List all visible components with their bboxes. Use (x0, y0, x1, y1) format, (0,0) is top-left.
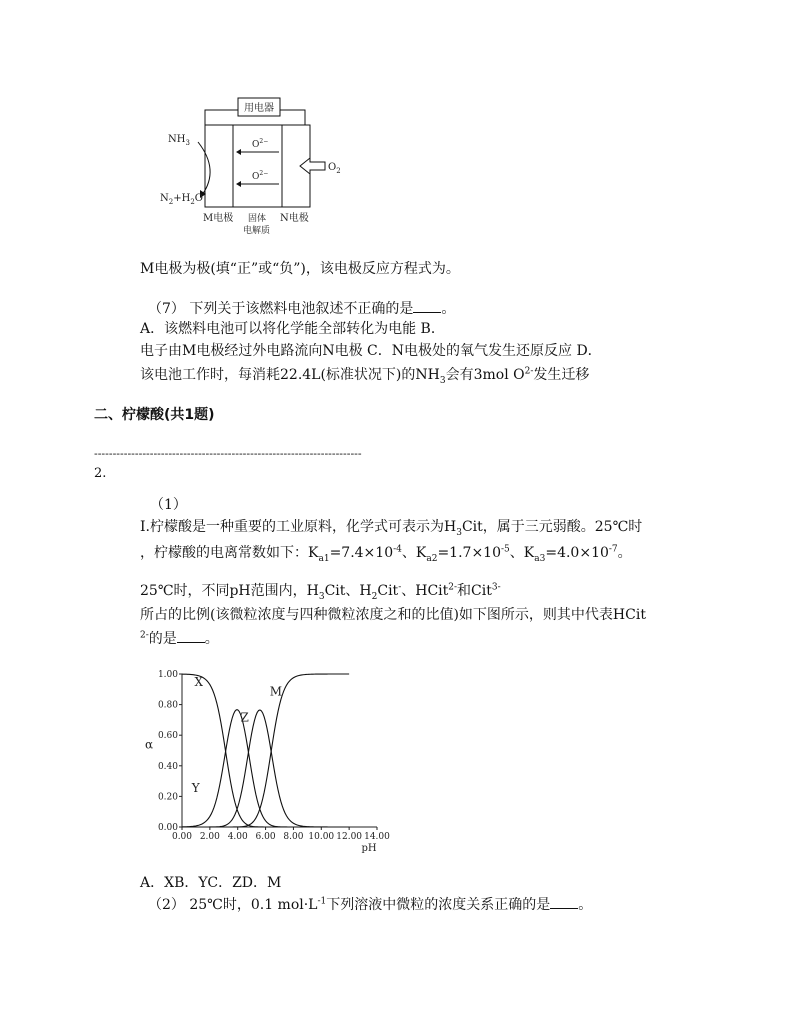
ion-arrowhead-2 (236, 181, 241, 187)
o2-ion-label-1: $O^{2-}$ (252, 138, 269, 150)
solid-label-1: 固体 (248, 214, 267, 224)
dist-line-1: 25℃时，不同pH范围内，$H_3Cit$、$H_2Cit^-$、HCit$^{2-}$和Cit$^{3-}$ (140, 582, 501, 602)
section-title: 二、柠檬酸(共1题) (94, 407, 215, 423)
solid-label-2: 电解质 (243, 226, 271, 236)
dist-line-3: $^{2-}$的是 。 (140, 630, 219, 647)
answer-blank[interactable] (177, 630, 205, 643)
answer-blank[interactable] (413, 300, 441, 313)
y-tick-label: 0.40 (157, 761, 178, 772)
series-line-m (182, 674, 349, 827)
x-axis-label: pH (361, 843, 377, 854)
fuel-cell-diagram (160, 90, 360, 240)
o2-ion-label-2: $O^{2-}$ (252, 170, 269, 182)
o2-label: $O_2$ (328, 162, 341, 175)
distribution-chart (140, 662, 400, 862)
series-label-z: Z (240, 710, 249, 725)
intro-line-1: Ⅰ.柠檬酸是一种重要的工业原料，化学式可表示为$H_3Cit$，属于三元弱酸。25℃时 (140, 519, 643, 538)
divider: ------------------------------------------------------------------------ (94, 447, 362, 460)
part-label: （1） (150, 497, 187, 513)
x-tick-label: 0.00 (171, 832, 193, 842)
series-line-x (182, 674, 349, 827)
dist-line-2: 所占的比例(该微粒浓度与四种微粒浓度之和的比值)如下图所示，则其中代表HCit (140, 607, 646, 623)
series-label-m: M (269, 684, 283, 699)
series-line-z (182, 710, 349, 827)
answer-blank[interactable] (550, 896, 578, 909)
q7-option-line-1: A．该燃料电池可以将化学能全部转化为电能 B． (140, 321, 445, 337)
question-number: 2. (94, 466, 107, 481)
series-line-y (182, 710, 349, 827)
nh3-flow-arrow (198, 142, 210, 195)
y-tick-label: 1.00 (157, 670, 178, 680)
n-electrode-label: N电极 (280, 213, 309, 224)
series-label-y: Y (191, 780, 200, 795)
x-tick-label: 2.00 (199, 832, 220, 842)
x-tick-label: 6.00 (255, 832, 276, 842)
ion-arrowhead-1 (236, 149, 241, 155)
o2-inlet-arrow (300, 158, 325, 174)
q6-text: M电极为极(填“正”或“负”)，该电极反应方程式为。 (140, 261, 460, 277)
x-tick-label: 10.00 (308, 832, 335, 842)
m-electrode-label: M电极 (203, 213, 234, 224)
n2-h2o-label: $N_2+H_2O$ (160, 193, 203, 206)
y-tick-label: 0.00 (157, 823, 178, 833)
x-tick-label: 14.00 (364, 832, 390, 842)
intro-line-2: ，柠檬酸的电离常数如下：$K_{a1}=7.4\times 10^{-4}$、$K_{a2}=1.7\times 10^{-5}$、$K_{a3}=4.0\times 10^{-7}$。 (140, 544, 632, 564)
q2-prompt: （2） 25℃时，0.1 $mol\cdot L^{-1}$下列溶液中微粒的浓度关系正确的是 。 (148, 896, 593, 913)
wire-left (205, 110, 238, 125)
y-tick-label: 0.80 (157, 700, 178, 711)
cell-outline (205, 125, 310, 207)
q7-option-line-2: 电子由M电极经过外电路流向N电极 C．N电极处的氧气发生还原反应 D． (140, 343, 602, 359)
x-tick-label: 12.00 (336, 832, 363, 842)
x-tick-label: 4.00 (227, 832, 248, 842)
q7-option-line-3: 该电池工作时，每消耗22.4L(标准状况下)的$NH_3$会有3mol $O^{2-}$发生迁移 (140, 366, 590, 386)
q7-prompt: （7） 下列关于该燃料电池叙述不正确的是 。 (148, 301, 456, 317)
wire-right (280, 110, 305, 125)
nh3-label: $NH_3$ (168, 134, 190, 147)
options-line: A．XB．YC．ZD．M (140, 875, 282, 891)
y-tick-label: 0.20 (157, 792, 178, 803)
y-tick-label: 0.60 (157, 731, 178, 742)
series-label-x: X (194, 675, 204, 690)
x-tick-label: 8.00 (283, 832, 304, 842)
y-axis-label: α (145, 737, 154, 752)
load-label: 用电器 (244, 103, 274, 114)
